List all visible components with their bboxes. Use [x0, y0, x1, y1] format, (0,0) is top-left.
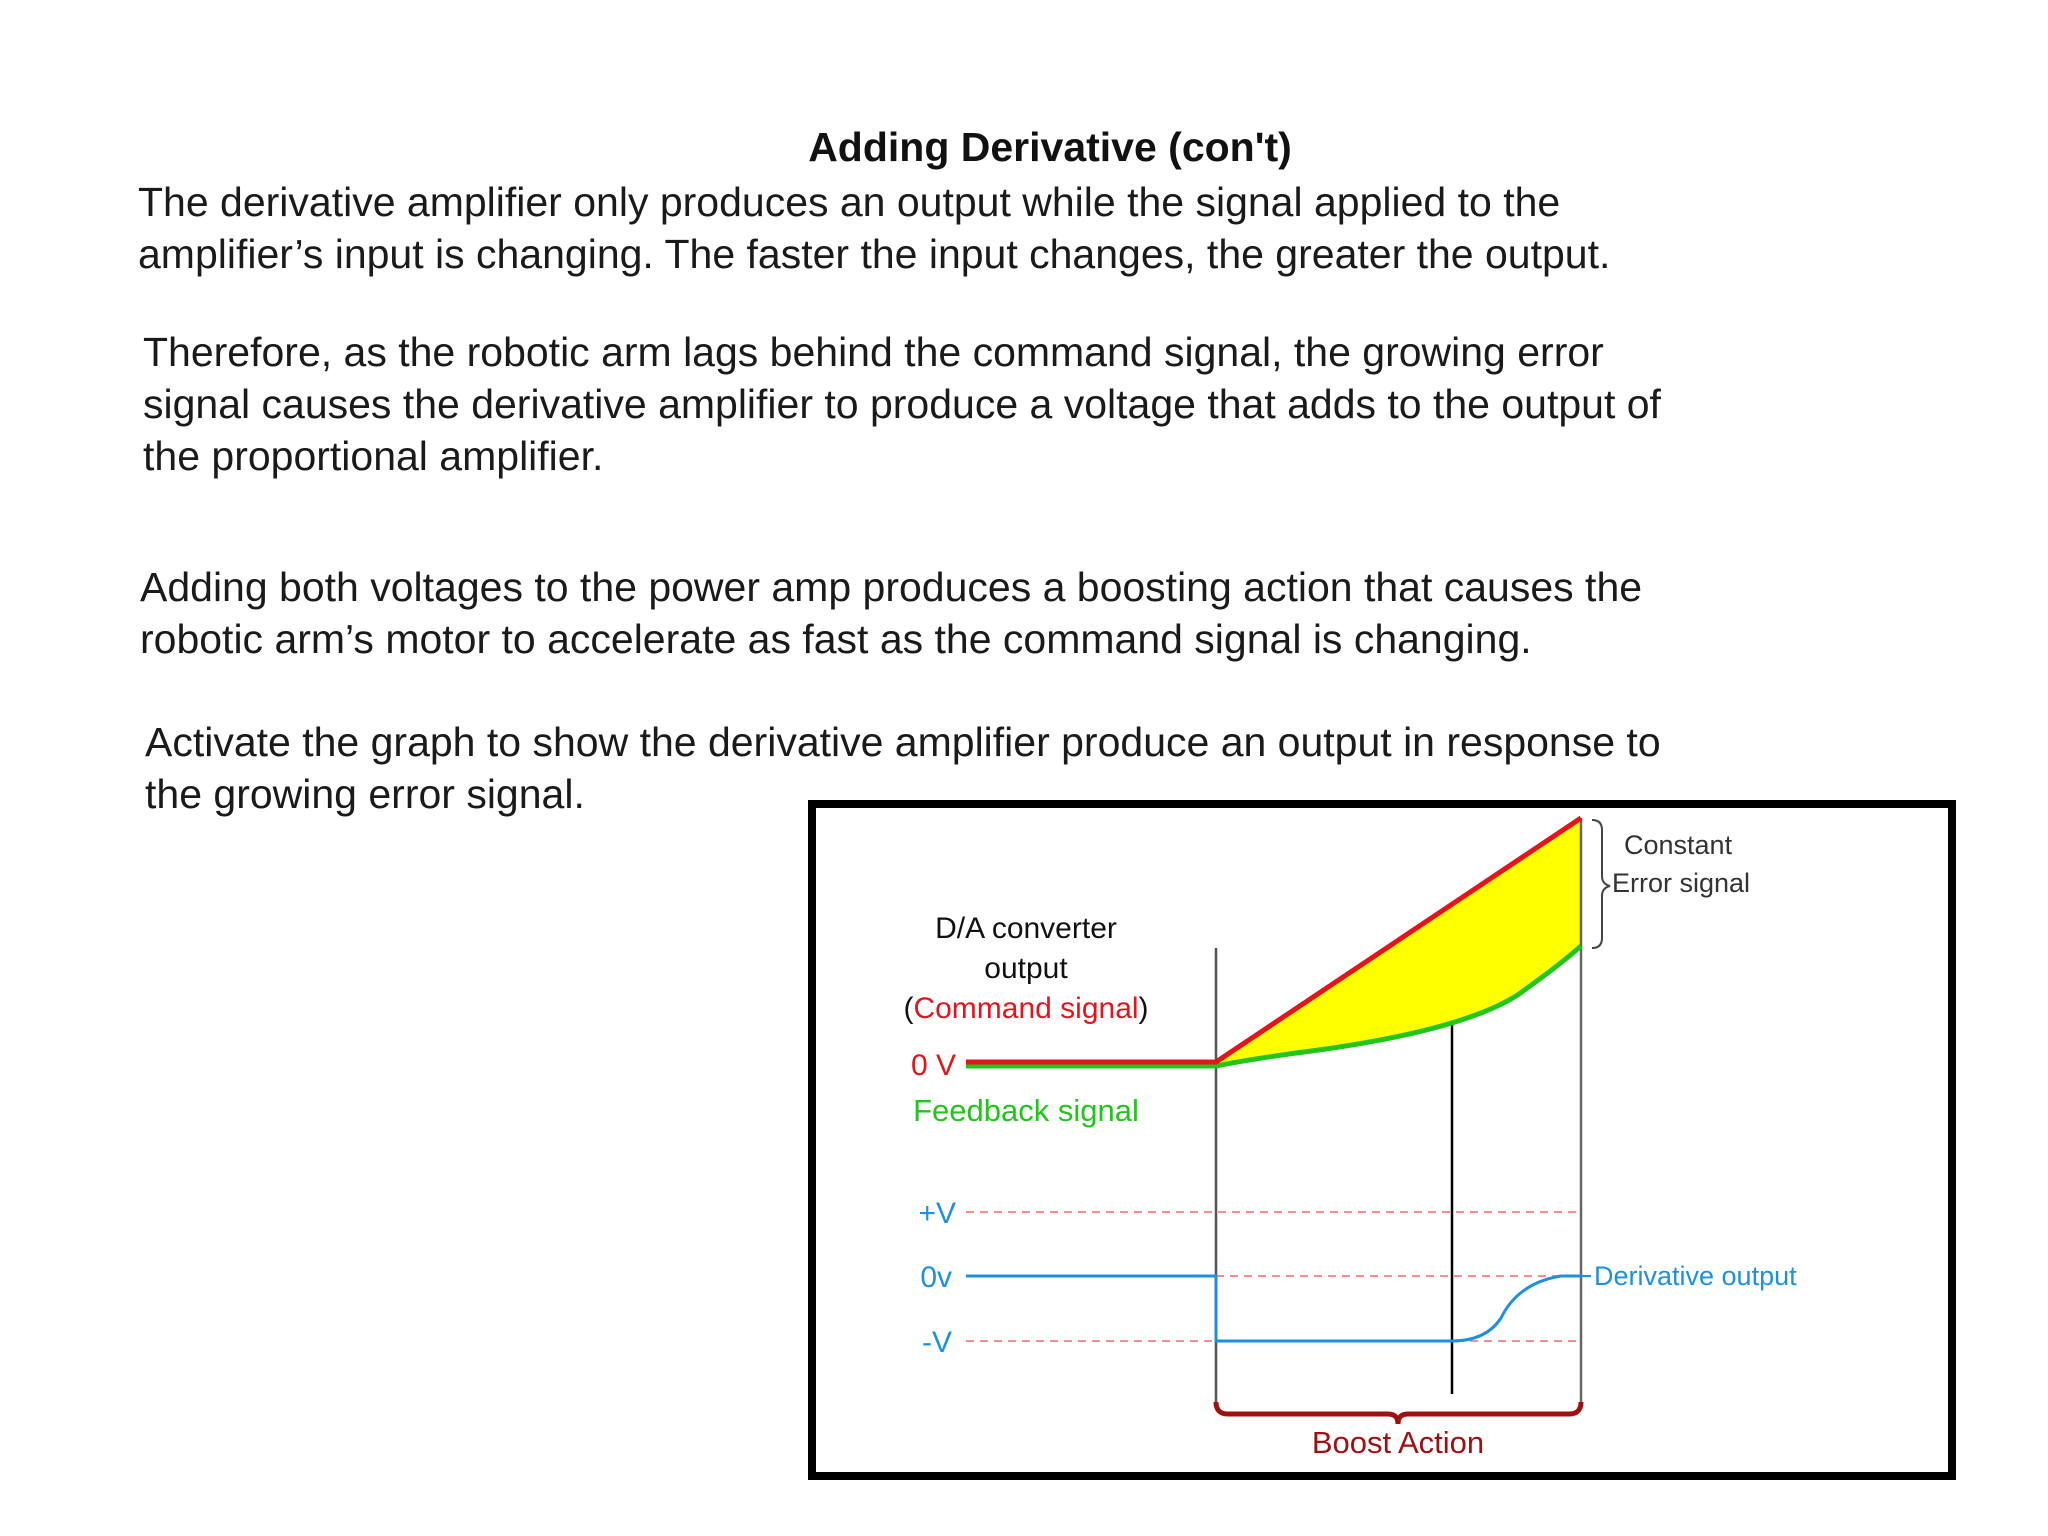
boost-action-brace	[1216, 1402, 1581, 1424]
paragraph-line: the growing error signal.	[145, 771, 585, 817]
feedback-signal-label: Feedback signal	[913, 1093, 1139, 1128]
constant-error-bracket	[1592, 820, 1610, 948]
plus-v-label: +V	[918, 1197, 956, 1230]
derivative-output-line	[966, 1276, 1581, 1341]
paragraph-error-signal	[143, 326, 1661, 482]
zero-v-label: 0v	[920, 1261, 952, 1294]
command-signal-label: (Command signal)	[903, 992, 1149, 1025]
paragraph-derivative-intro	[138, 176, 1610, 280]
boost-action-label: Boost Action	[1311, 1425, 1485, 1460]
paragraph-line: Adding both voltages to the power amp produces a boosting action that causes the	[140, 564, 1643, 610]
da-converter-label: D/A converter	[935, 912, 1117, 945]
paragraph-line: The derivative amplifier only produces an output while the signal applied to the	[138, 179, 1561, 225]
slide-title: Adding Derivative (con't)	[808, 124, 1292, 170]
derivative-graph[interactable]	[808, 800, 1956, 1480]
da-converter-label: output	[984, 952, 1068, 985]
paragraph-line: Activate the graph to show the derivative amplifier produce an output in response to	[145, 719, 1661, 765]
paragraph-line: the proportional amplifier.	[143, 433, 604, 479]
paragraph-line: signal causes the derivative amplifier to produce a voltage that adds to the output of	[143, 381, 1661, 427]
paragraph-line: robotic arm’s motor to accelerate as fast as the command signal is changing.	[140, 616, 1532, 662]
paragraph-boost	[140, 561, 1642, 665]
constant-error-label: Error signal	[1612, 868, 1751, 898]
derivative-graph-svg	[816, 808, 1948, 1472]
paragraph-line: Therefore, as the robotic arm lags behind the command signal, the growing error	[143, 329, 1604, 375]
zero-volt-label: 0 V	[910, 1049, 956, 1082]
minus-v-label: -V	[922, 1326, 952, 1359]
derivative-output-label: Derivative output	[1594, 1261, 1797, 1291]
constant-error-label: Constant	[1624, 830, 1733, 860]
paragraph-line: amplifier’s input is changing. The faster the input changes, the greater the output.	[138, 231, 1611, 277]
